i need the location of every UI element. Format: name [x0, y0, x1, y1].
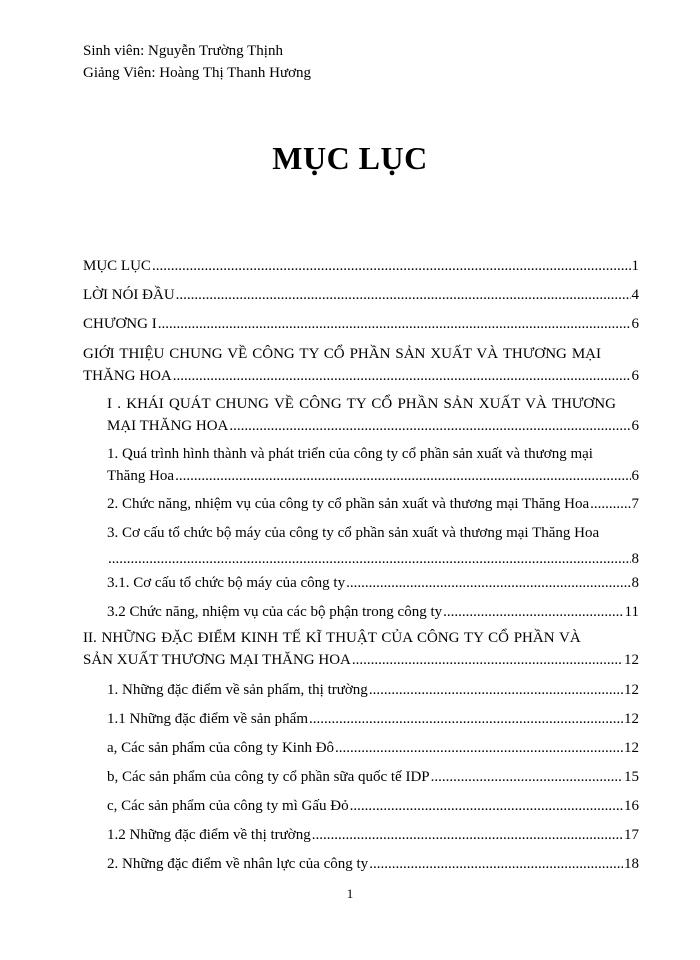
toc-leader-dots	[352, 650, 623, 671]
toc-entry-text: II. NHỮNG ĐẶC ĐIỂM KINH TẾ KĨ THUẬT CỦA CÔNG TY CỔ PHẦN VÀ	[83, 630, 581, 646]
toc-entry[interactable]	[107, 709, 639, 730]
toc-entry-page: 16	[624, 798, 639, 814]
toc-leader-dots	[176, 285, 631, 306]
toc-entry-text: 3. Cơ cấu tổ chức bộ máy của công ty cổ phần sản xuất và thương mại Thăng Hoa	[107, 525, 600, 541]
page-title: MỤC LỤC	[272, 140, 428, 176]
toc-entry[interactable]	[107, 394, 639, 437]
toc-entry-page: 18	[624, 856, 639, 872]
toc-entry-page: 1	[631, 258, 639, 274]
toc-entry[interactable]	[107, 854, 639, 875]
toc-leader-dots	[350, 796, 623, 817]
toc-entry[interactable]	[107, 573, 639, 594]
toc-entry-text: MỤC LỤC	[83, 258, 151, 274]
toc-entry[interactable]	[83, 628, 639, 671]
page-number: 1	[346, 886, 354, 901]
toc-entry[interactable]	[83, 256, 639, 277]
toc-entry-text: GIỚI THIỆU CHUNG VỀ CÔNG TY CỔ PHẦN SẢN XUẤT VÀ THƯƠNG MẠI	[83, 346, 601, 362]
toc-entry-text: c, Các sản phẩm của công ty mì Gấu Đỏ	[107, 798, 349, 814]
toc-entry-text: b, Các sản phẩm của công ty cổ phần sữa quốc tế IDP	[107, 769, 430, 785]
toc-leader-dots	[443, 602, 623, 623]
toc-entry-text: 1. Quá trình hình thành và phát triển của công ty cổ phần sản xuất và thương mại	[107, 446, 593, 462]
toc-entry-page: 8	[631, 575, 639, 591]
toc-entry-page: 6	[631, 316, 639, 332]
toc-entry-page: 12	[624, 652, 639, 668]
toc-entry[interactable]	[83, 314, 639, 335]
toc-entry-page: 7	[631, 496, 639, 512]
toc-entry-text-cont: MẠI THĂNG HOA	[107, 418, 229, 434]
toc-leader-dots	[108, 549, 631, 570]
toc-entry-page: 6	[631, 418, 639, 434]
toc-entry-text-cont: THĂNG HOA	[83, 368, 172, 384]
toc-leader-dots	[175, 466, 630, 487]
toc-entry[interactable]	[107, 825, 639, 846]
toc-entry[interactable]	[107, 494, 639, 515]
toc-entry[interactable]	[107, 602, 639, 623]
toc-entry[interactable]	[107, 680, 639, 701]
toc-entry-page: 11	[624, 604, 639, 620]
toc-entry[interactable]	[83, 344, 639, 387]
toc-entry-page: 6	[631, 468, 639, 484]
toc-leader-dots	[369, 680, 623, 701]
toc-entry-page: 17	[624, 827, 639, 843]
toc-entry[interactable]	[107, 444, 639, 487]
toc-entry-text: 2. Những đặc điểm về nhân lực của công ty	[107, 856, 369, 872]
toc-entry[interactable]	[107, 523, 639, 570]
toc-entry-text: 1. Những đặc điểm về sản phẩm, thị trường	[107, 682, 368, 698]
document-header	[83, 40, 311, 84]
toc-leader-dots	[346, 573, 630, 594]
toc-entry[interactable]	[107, 796, 639, 817]
lecturer-name: Giảng Viên: Hoàng Thị Thanh Hương	[83, 65, 312, 81]
toc-entry-text-cont: SẢN XUẤT THƯƠNG MẠI THĂNG HOA	[83, 652, 351, 668]
toc-entry[interactable]	[107, 767, 639, 788]
toc-entry-text: 3.1. Cơ cấu tổ chức bộ máy của công ty	[107, 575, 346, 591]
toc-entry-text-cont: Thăng Hoa	[107, 468, 175, 484]
toc-leader-dots	[590, 494, 630, 515]
toc-entry-page: 15	[624, 769, 639, 785]
toc-leader-dots	[229, 416, 630, 437]
toc-entry-page: 4	[631, 287, 639, 303]
toc-entry-page: 12	[624, 711, 639, 727]
toc-entry-page: 8	[631, 551, 639, 567]
toc-leader-dots	[309, 709, 623, 730]
toc-entry-text: I . KHÁI QUÁT CHUNG VỀ CÔNG TY CỔ PHẦN SẢN XUẤT VÀ THƯƠNG	[107, 396, 616, 412]
toc-entry-page: 12	[624, 682, 639, 698]
toc-leader-dots	[431, 767, 623, 788]
toc-entry-text: a, Các sản phẩm của công ty Kinh Đô	[107, 740, 335, 756]
toc-entry-text: CHƯƠNG I	[83, 316, 157, 332]
toc-leader-dots	[152, 256, 631, 277]
toc-entry-page: 12	[624, 740, 639, 756]
toc-entry-text: LỜI NÓI ĐẦU	[83, 287, 175, 303]
toc-leader-dots	[369, 854, 623, 875]
toc-leader-dots	[173, 366, 631, 387]
student-name: Sinh viên: Nguyễn Trường Thịnh	[83, 43, 283, 59]
toc-leader-dots	[158, 314, 631, 335]
toc-entry-text: 3.2 Chức năng, nhiệm vụ của các bộ phận trong công ty	[107, 604, 443, 620]
toc-leader-dots	[312, 825, 623, 846]
toc-entry[interactable]	[107, 738, 639, 759]
toc-entry-text: 1.1 Những đặc điểm về sản phẩm	[107, 711, 308, 727]
toc-entry-text: 2. Chức năng, nhiệm vụ của công ty cổ phần sản xuất và thương mại Thăng Hoa	[107, 496, 590, 512]
toc-leader-dots	[335, 738, 623, 759]
toc-entry-page: 6	[631, 368, 639, 384]
toc-entry[interactable]	[83, 285, 639, 306]
toc-entry-text: 1.2 Những đặc điểm về thị trường	[107, 827, 311, 843]
